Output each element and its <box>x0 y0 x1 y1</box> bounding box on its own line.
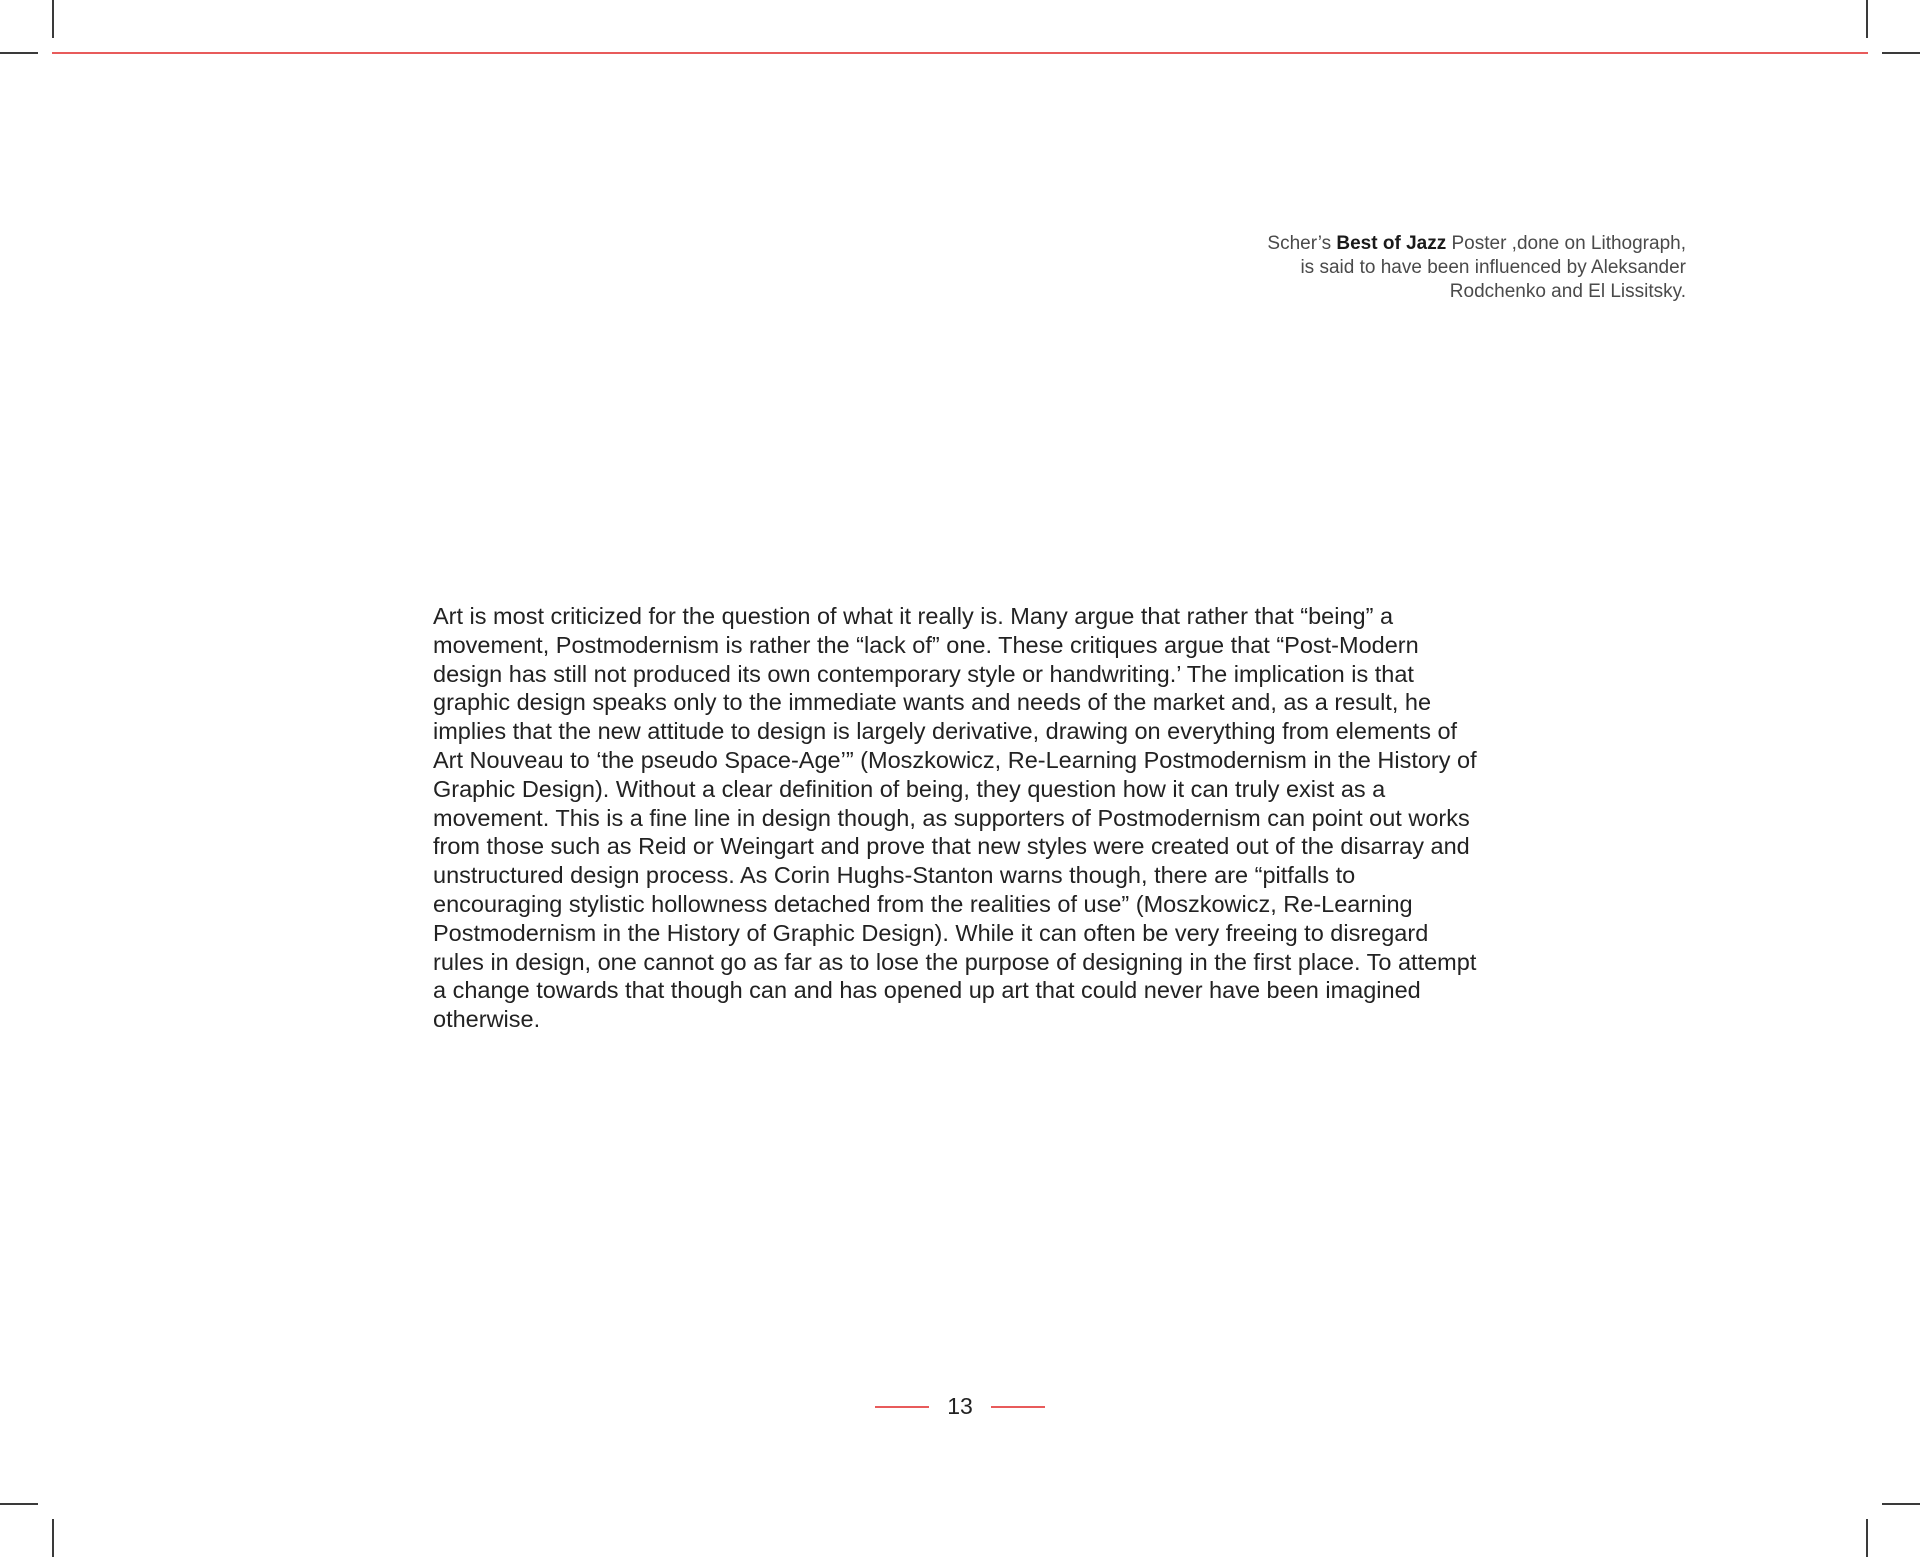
crop-mark-bottom-right-horizontal <box>1882 1503 1920 1505</box>
crop-mark-top-left-vertical <box>52 0 54 38</box>
image-caption <box>1186 232 1686 304</box>
crop-mark-bottom-right-vertical <box>1866 1519 1868 1557</box>
body-paragraph: Art is most criticized for the question of what it really is. Many argue that rather that “being” a movement, Postmodernism is rather the “lack of” one. These critiques argue that “Post-Modern design has still not produced its own contemporary style or handwriting.’ The implication is that graphic design speaks only to the immediate wants and needs of the market and, as a result, he implies that the new attitude to design is largely derivative, drawing on everything from elements of Art Nouveau to ‘the pseudo Space-Age’” (Moszkowicz, Re-Learning Postmodernism in the History of Graphic Design). Without a clear definition of being, they question how it can truly exist as a movement. This is a fine line in design though, as supporters of Postmodernism can point out works from those such as Reid or Weingart and prove that new styles were created out of the disarray and unstructured design process. As Corin Hughs-Stanton warns though, there are “pitfalls to encouraging stylistic hollowness detached from the realities of use” (Moszkowicz, Re-Learning Postmodernism in the History of Graphic Design). While it can often be very freeing to disregard rules in design, one cannot go as far as to lose the purpose of designing in the first place. To attempt a change towards that though can and has opened up art that could never have been imagined otherwise. <box>433 603 1477 1033</box>
caption-line3: Rodchenko and El Lissitsky. <box>1449 281 1686 302</box>
caption-line1-rest: Poster ,done on Lithograph, <box>1446 233 1686 254</box>
crop-mark-bottom-left-horizontal <box>0 1503 38 1505</box>
caption-prefix: Scher’s <box>1267 233 1337 254</box>
folio-rule-right <box>991 1406 1045 1408</box>
crop-mark-top-left-horizontal <box>0 52 38 54</box>
crop-mark-top-right-horizontal <box>1882 52 1920 54</box>
caption-line2: is said to have been influenced by Aleksander <box>1300 257 1686 278</box>
page-number: 13 <box>947 1393 973 1419</box>
crop-mark-top-right-vertical <box>1866 0 1868 38</box>
crop-mark-bottom-left-vertical <box>52 1519 54 1557</box>
caption-title: Best of Jazz <box>1336 233 1447 254</box>
header-rule <box>52 52 1868 54</box>
page-footer <box>0 1390 1920 1422</box>
folio-rule-left <box>875 1406 929 1408</box>
